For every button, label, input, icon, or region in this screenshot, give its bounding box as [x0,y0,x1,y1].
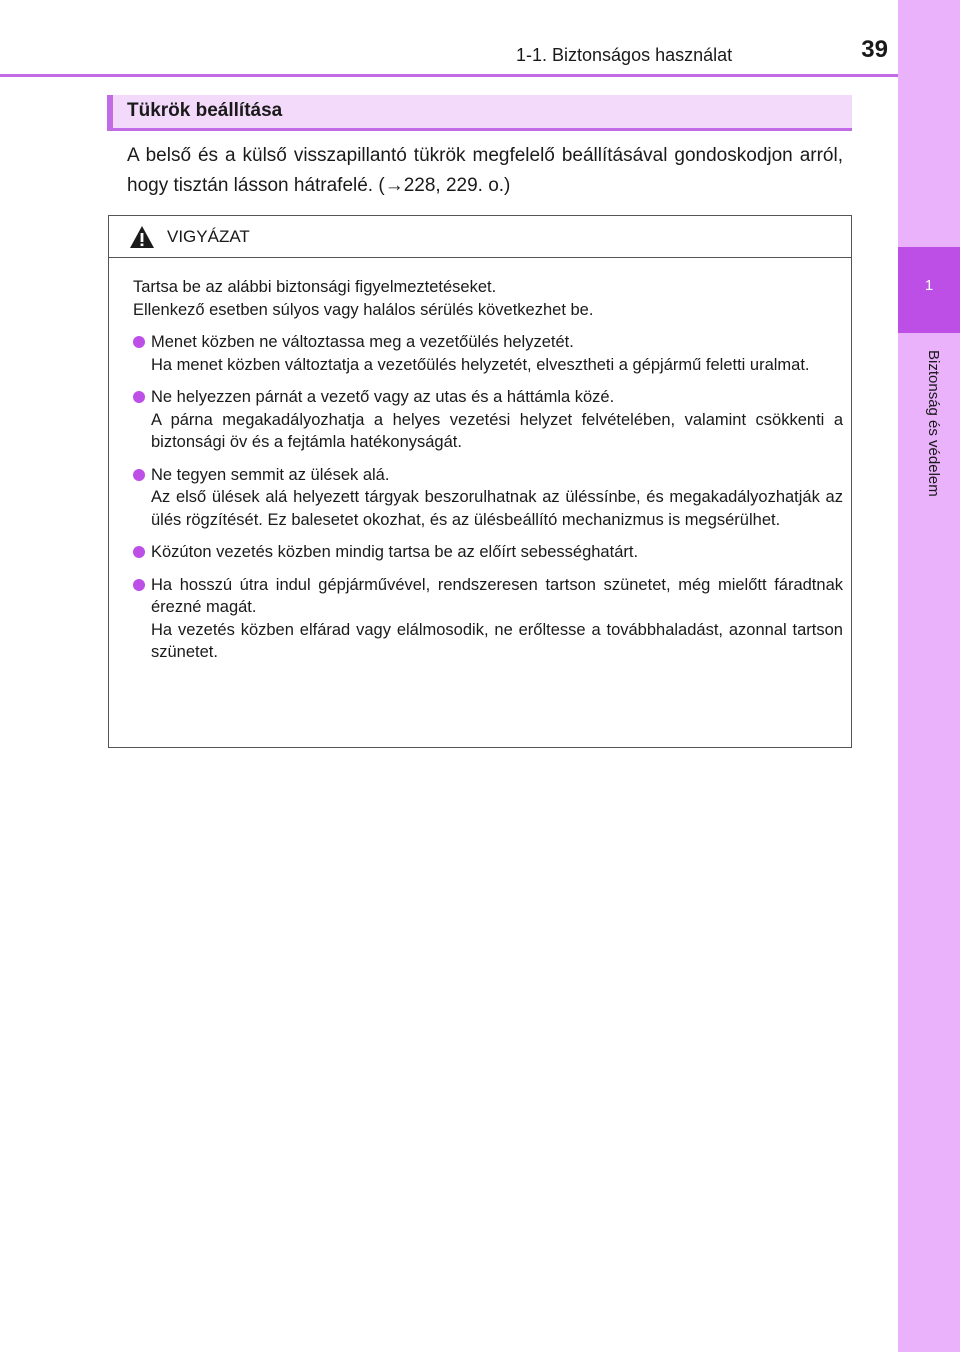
list-item [133,541,843,564]
chapter-number: 1 [924,277,934,294]
list-item [133,574,843,664]
running-header: 1-1. Biztonságos használat [516,45,733,65]
warning-box [108,215,852,748]
list-item-detail: Az első ülések alá helyezett tárgyak beszorulhatnak az üléssínbe, és megakadályozhatják az ülés rögzítését. Ez balesetet okozhat, és az ülésbeállító mechanizmus is megsérülhet. [151,488,843,529]
warning-lead-line: Tartsa be az alábbi biztonsági figyelmeztetéseket. [133,278,497,296]
warning-body [133,276,843,674]
page-number: 39 [861,36,888,63]
warning-lead-line: Ellenkező esetben súlyos vagy halálos sérülés következhet be. [133,300,594,319]
chapter-title: Biztonság és védelem [925,350,942,497]
warning-list [133,331,843,664]
list-item-main: Ne helyezzen párnát a vezető vagy az utas és a háttámla közé. [151,388,615,406]
bullet-dot-icon [133,336,145,348]
list-item [133,386,843,454]
list-item-detail: Ha menet közben változtatja a vezetőülés helyzetét, elvesztheti a gépjármű feletti uralmat. [151,355,810,374]
bullet-dot-icon [133,546,145,558]
warning-header [109,216,851,258]
bullet-dot-icon [133,579,145,591]
list-item-main: Menet közben ne változtassa meg a vezetőülés helyzetét. [151,333,574,351]
side-strip [898,0,960,1352]
list-item-detail: Ha vezetés közben elfárad vagy elálmosodik, ne erőltesse a továbbhaladást, azonnal tartson szünetet. [151,620,843,661]
list-item-main: Ne tegyen semmit az ülések alá. [151,465,390,484]
list-item-main: Ha hosszú útra indul gépjárművével, rendszeresen tartson szünetet, még mielőtt fáradtnak érezné magát. [151,575,843,616]
list-item-main: Közúton vezetés közben mindig tartsa be az előírt sebességhatárt. [151,543,639,561]
section-title: Tükrök beállítása [127,100,283,121]
bullet-dot-icon [133,469,145,481]
section-heading-bar [107,95,113,128]
list-item [133,464,843,532]
warning-triangle-icon [129,225,155,249]
section-heading [107,95,852,131]
warning-lead [133,276,843,321]
section-intro: A belső és a külső visszapillantó tükrök megfelelő beállításával gondoskodjon arról, hogy tisztán lásson hátrafelé. (→228, 229. o.) [127,145,843,196]
header-rule [0,74,898,77]
list-item-detail: A párna megakadályozhatja a helyes vezetési helyzet felvételében, valamint csökkenti a biztonsági öv és a fejtámla hatékonyságát. [151,410,843,451]
list-item [133,331,843,376]
warning-title: VIGYÁZAT [167,227,250,246]
bullet-dot-icon [133,391,145,403]
